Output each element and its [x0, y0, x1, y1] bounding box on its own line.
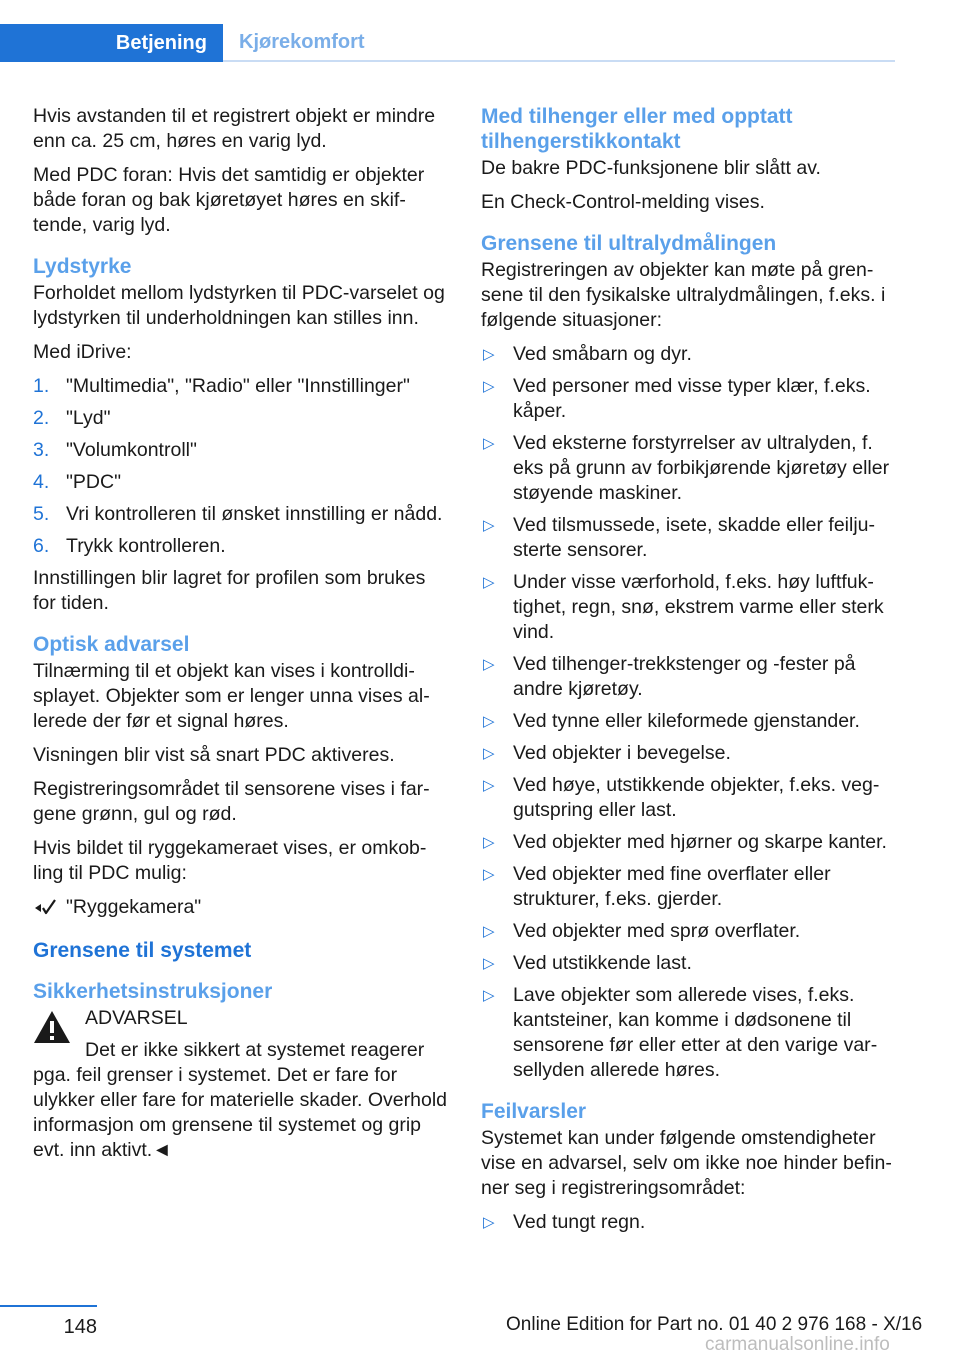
paragraph: Med iDrive: [33, 341, 132, 363]
list-item-text: Under visse værforhold, f.eks. høy luftfuktighet, regn, snø, ekstrem varme eller sterk vind. [513, 571, 884, 643]
menu-item-label: "Ryggekamera" [66, 896, 202, 918]
paragraph: Med PDC foran: Hvis det samtidig er objekter både foran og bak kjøretøyet høres en skiftende, varig lyd. [33, 164, 425, 236]
step-item [33, 374, 448, 399]
list-item-text: Ved tilhenger-trekkstenger og -fester på andre kjøretøy. [513, 653, 856, 700]
step-item [33, 438, 448, 463]
paragraph: Visningen blir vist så snart PDC aktiveres. [33, 744, 395, 766]
list-item [481, 709, 899, 734]
list-item [481, 652, 899, 702]
step-item [33, 406, 448, 431]
paragraph: Innstillingen blir lagret for profilen som brukes for tiden. [33, 567, 426, 614]
step-text: "Lyd" [66, 407, 111, 429]
step-text: "Volumkontroll" [66, 439, 197, 461]
triangle-right-icon: ▷ [483, 517, 495, 534]
triangle-right-icon: ▷ [483, 745, 495, 762]
list-item-text: Ved høye, utstikkende objekter, f.eks. veggutspring eller last. [513, 774, 880, 821]
step-text: Trykk kontrolleren. [66, 535, 226, 557]
list-item-text: Ved tynne eller kileformede gjenstander. [513, 710, 860, 732]
list-item-text: Ved tilsmussede, isete, skadde eller feiljusterte sensorer. [513, 514, 876, 561]
section-heading-lydstyrke: Lydstyrke [33, 255, 132, 278]
warning-text: pga. feil grenser i systemet. Det er fare for ulykker eller fare for materielle skader. Overhold informasjon om grensene til systemet og grip evt. inn aktivt.◄ [33, 1064, 448, 1161]
paragraph: En Check-Control-melding vises. [481, 191, 765, 213]
paragraph: De bakre PDC-funksjonene blir slått av. [481, 157, 821, 179]
list-item [481, 741, 899, 766]
warning-triangle-icon [33, 1010, 71, 1044]
list-item-text: Ved utstikkende last. [513, 952, 692, 974]
triangle-right-icon: ▷ [483, 346, 495, 363]
triangle-right-icon: ▷ [483, 378, 495, 395]
triangle-right-icon: ▷ [483, 834, 495, 851]
paragraph: Registreringen av objekter kan møte på grensene til den fysikalske ultralydmålingen, f.eks. i følgende situasjoner: [481, 259, 886, 331]
list-item [481, 374, 899, 424]
triangle-right-icon: ▷ [483, 574, 495, 591]
list-item [481, 570, 899, 645]
idrive-steps [33, 374, 448, 559]
watermark: carmanualsonline.info [705, 1334, 890, 1355]
tab-betjening[interactable]: Betjening [0, 24, 223, 62]
triangle-right-icon: ▷ [483, 435, 495, 452]
triangle-right-icon: ▷ [483, 987, 495, 1004]
step-number: 6. [33, 535, 50, 557]
section-heading-grensene: Grensene til systemet [33, 939, 252, 962]
left-column [33, 104, 448, 1163]
list-item [481, 983, 899, 1083]
edition-footer: Online Edition for Part no. 01 40 2 976 168 - X/16 [506, 1314, 923, 1335]
list-item-text: Ved objekter med hjørner og skarpe kanter. [513, 831, 887, 853]
step-text: Vri kontrolleren til ønsket innstilling er nådd. [66, 503, 443, 525]
section-heading-optisk: Optisk advarsel [33, 633, 190, 656]
warning-text: Det er ikke sikkert at systemet reagerer [85, 1039, 425, 1061]
rear-camera-icon [33, 898, 59, 918]
right-column [481, 104, 899, 1242]
list-item [481, 951, 899, 976]
menu-item-ryggekamera [33, 895, 448, 920]
list-item-text: Ved objekter med fine overflater eller strukturer, f.eks. gjerder. [513, 863, 831, 910]
step-text: "PDC" [66, 471, 122, 493]
paragraph: Hvis avstanden til et registrert objekt er mindre enn ca. 25 cm, høres en varig lyd. [33, 105, 436, 152]
triangle-right-icon: ▷ [483, 713, 495, 730]
triangle-right-icon: ▷ [483, 656, 495, 673]
list-item-text: Ved objekter i bevegelse. [513, 742, 731, 764]
step-text: "Multimedia", "Radio" eller "Innstillinger" [66, 375, 410, 397]
false-alarm-list [481, 1210, 899, 1235]
step-item [33, 502, 448, 527]
triangle-right-icon: ▷ [483, 866, 495, 883]
list-item [481, 919, 899, 944]
step-number: 2. [33, 407, 50, 429]
list-item-text: Ved tungt regn. [513, 1211, 646, 1233]
section-heading-feilvarsler: Feilvarsler [481, 1100, 587, 1123]
tab-underline [223, 60, 895, 62]
step-number: 5. [33, 503, 50, 525]
tab-kjorekomfort[interactable]: Kjørekomfort [239, 30, 365, 53]
triangle-right-icon: ▷ [483, 923, 495, 940]
paragraph: Hvis bildet til ryggekameraet vises, er omkobling til PDC mulig: [33, 837, 427, 884]
list-item [481, 342, 899, 367]
step-number: 1. [33, 375, 50, 397]
step-item [33, 534, 448, 559]
step-number: 3. [33, 439, 50, 461]
warning-title: ADVARSEL [85, 1007, 188, 1029]
list-item-text: Lave objekter som allerede vises, f.eks. kantsteiner, kan komme i dødsonene til sensorene før eller etter at den varige varsellyden allerede høres. [513, 984, 878, 1081]
list-item [481, 1210, 899, 1235]
list-item-text: Ved objekter med sprø overflater. [513, 920, 801, 942]
paragraph: Registreringsområdet til sensorene vises i fargene grønn, gul og rød. [33, 778, 430, 825]
list-item [481, 830, 899, 855]
paragraph: Forholdet mellom lydstyrken til PDC-varselet og lydstyrken til underholdningen kan stilles inn. [33, 282, 445, 329]
step-number: 4. [33, 471, 50, 493]
list-item-text: Ved småbarn og dyr. [513, 343, 692, 365]
section-heading-sikkerhet: Sikkerhetsinstruksjoner [33, 980, 273, 1003]
paragraph: Systemet kan under følgende omstendigheter vise en advarsel, selv om ikke noe hinder befinner seg i registreringsområdet: [481, 1127, 892, 1199]
warning-box [33, 1006, 448, 1163]
page-number: 148 [63, 1316, 97, 1338]
header-tabs [0, 24, 895, 62]
section-heading-ultralyd: Grensene til ultralydmålingen [481, 232, 777, 255]
list-item-text: Ved eksterne forstyrrelser av ultralyden, f. eks på grunn av forbikjørende kjøretøy eller støyende maskiner. [513, 432, 890, 504]
triangle-right-icon: ▷ [483, 1214, 495, 1231]
list-item-text: Ved personer med visse typer klær, f.eks. kåper. [513, 375, 871, 422]
situations-list [481, 342, 899, 1083]
list-item [481, 862, 899, 912]
footer-divider [0, 1305, 97, 1307]
triangle-right-icon: ▷ [483, 777, 495, 794]
list-item [481, 431, 899, 506]
list-item [481, 773, 899, 823]
section-heading-tilhenger: Med tilhenger eller med opptatt tilhengerstikkontakt [481, 105, 793, 153]
paragraph: Tilnærming til et objekt kan vises i kontrolldisplayet. Objekter som er lenger unna vises allerede der før et signal høres. [33, 660, 430, 732]
list-item [481, 513, 899, 563]
step-item [33, 470, 448, 495]
triangle-right-icon: ▷ [483, 955, 495, 972]
